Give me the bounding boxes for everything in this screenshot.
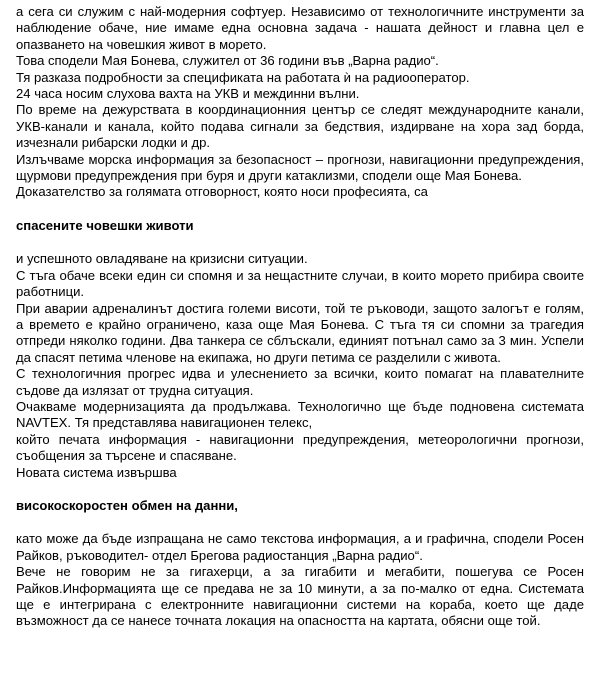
paragraph-sadness: С тъга обаче всеки един си спомня и за нещастните случаи, в които морето прибира своите работници. [16,267,584,300]
paragraph-attribution: Това сподели Мая Бонева, служител от 36 години във „Варна радио“. [16,53,439,69]
paragraph-progress: С технологичния прогрес идва и улеснението за всички, които помагат на плавателните съдове да излязат от трудна ситуация. [16,366,584,398]
paragraph-watch: 24 часа носим слухова вахта на УКВ и междинни вълни. [16,86,360,102]
paragraph-navtex: Очакваме модернизацията да продължава. Технологично ще бъде подновена системата NAVTEX. Тя представлява навигационен телекс, [16,398,584,431]
spacer [16,481,584,498]
paragraph-details: Тя разказа подробности за спецификата на работата ѝ на радиооператор. [16,69,470,85]
paragraph-accident: При аварии адреналинът достига големи висоти, той те ръководи, защото залогът е голям, а времето е крайно ограничено, каза още Мая Бонева. С тъга тя си спомни за трагедия отпреди няколко години. Два танкера се сблъскали, единият потънал само за 3 мин. Успели да спасят петима членове на екипажа, но други петима се разделили с живота. [16,300,584,365]
paragraph-crisis: и успешното овладяване на кризисни ситуации. [16,251,308,267]
paragraph-intro: а сега си служим с най-модерния софтуер. Независимо от технологичните инструменти за наблюдение обаче, ние имаме една основна задача - нашата дейност и главна цел е опазването на човешкия живот в морето. [16,4,584,52]
paragraph-broadcast: Излъчваме морска информация за безопасност – прогнози, навигационни предупреждения, щурмови предупреждения при буря и други катаклизми, сподели още Мая Бонева. [16,151,584,184]
bold-highlight-lives: спасените човешки животи [16,217,194,233]
spacer [16,514,584,531]
spacer [16,201,584,218]
paragraph-duty: По време на дежурствата в координационния център се следят международните канали, УКВ-канали и канала, който подава сигнали за бедствия, издирване на хора зад борда, изчезнали рибарски лодки и др. [16,102,584,151]
paragraph-graphics: като може да бъде изпращана не само текстова информация, а и графична, сподели Росен Райков, ръководител- отдел Брегова радиостанция „Варна радио“. [16,531,584,563]
bold-highlight-data: високоскоростен обмен на данни, [16,497,238,513]
paragraph-evidence: Доказателство за голямата отговорност, която носи професията, са [16,184,428,200]
paragraph-telex: който печата информация - навигационни предупреждения, метеорологични прогнози, съобщения за търсене и спасяване. [16,431,584,464]
paragraph-gigabits: Вече не говорим не за гигахерци, а за гигабити и мегабити, пошегува се Росен Райков.Информацията ще се предава не за 10 минути, а за по-малко от една. Системата ще е интегрирана с електронните навигационни системи на кораба, което ще даде възможност да се нанесе точната локация на опасността на картата, обясни още той. [16,564,584,629]
paragraph-new-system: Новата система извършва [16,464,177,480]
spacer [16,234,584,251]
article-body [16,4,584,630]
